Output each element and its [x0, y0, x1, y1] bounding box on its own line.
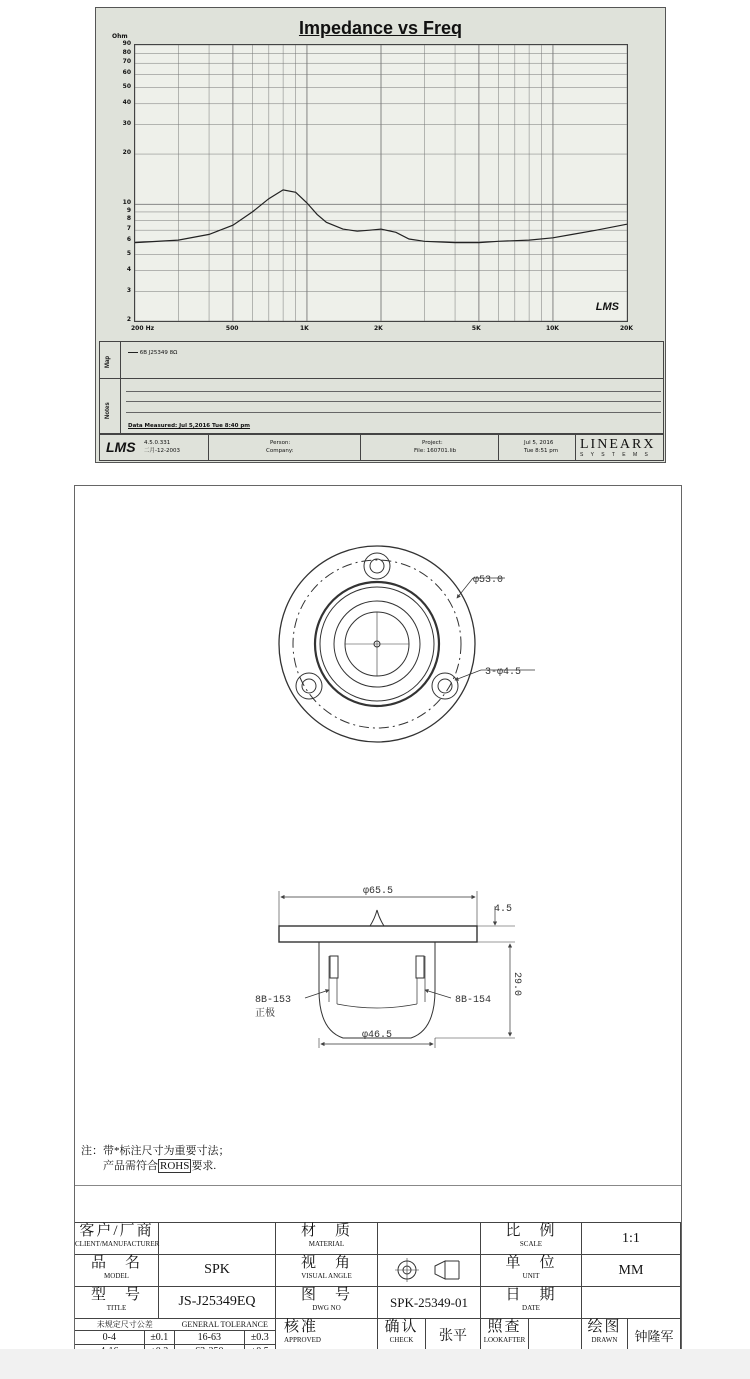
y-tick-label: 7	[126, 225, 131, 233]
projection-symbol	[378, 1255, 481, 1287]
notes-label: Notes	[105, 402, 111, 419]
x-tick-label: 20K	[620, 325, 633, 332]
tolerance-cell: ±0.3	[250, 1332, 269, 1343]
drawn-name: 钟隆军	[628, 1319, 681, 1357]
model-value: SPK	[159, 1255, 276, 1287]
model-label: 品 名 MODEL	[75, 1255, 159, 1287]
x-tick-label: 200 Hz	[131, 325, 155, 332]
unit-value: MM	[582, 1255, 681, 1287]
chart-title: Impedance vs Freq	[298, 18, 463, 38]
brand-logo: LINEARX	[580, 437, 656, 452]
y-tick-label: 70	[122, 58, 131, 66]
client-label: 客户/厂商 CLIENT/MANUFACTURER	[75, 1223, 159, 1255]
scale-value: 1:1	[582, 1223, 681, 1255]
third-angle-projection-icon	[379, 1255, 479, 1285]
material-value	[378, 1223, 481, 1255]
footer-time: Tue 8:51 pm	[524, 448, 559, 454]
y-tick-label: 6	[126, 236, 131, 244]
date-value	[582, 1287, 681, 1319]
check-name: 张平	[426, 1319, 481, 1357]
y-tick-label: 4	[126, 265, 131, 273]
y-tick-label: 9	[126, 206, 131, 214]
dim-d65: φ65.5	[363, 886, 394, 897]
approved-label: 核准 APPROVED	[276, 1319, 378, 1357]
mount-hole-top	[364, 553, 390, 579]
y-tick-label: 10	[122, 199, 131, 207]
drawing-note	[81, 1144, 230, 1174]
scale-label: 比 例 SCALE	[481, 1223, 582, 1255]
y-tick-label: 3	[126, 286, 131, 294]
dim-d53: φ53.0	[473, 575, 504, 586]
y-axis-unit: Ohm	[112, 33, 128, 40]
version: 4.5.0.331	[144, 440, 171, 446]
x-tick-label: 500	[225, 325, 239, 332]
terminal-right: 8B-154	[455, 995, 492, 1006]
plot-area	[134, 44, 628, 322]
note-line-1: 注：带*标注尺寸为重要寸法；	[81, 1145, 230, 1157]
angle-label: 视 角 VISUAL ANGLE	[276, 1255, 378, 1287]
mount-hole-left	[296, 673, 322, 699]
page-bottom-band	[0, 1349, 750, 1379]
person-label: Person:	[270, 440, 291, 446]
tolerance-cell: 0-4	[75, 1331, 145, 1344]
mount-hole-right	[432, 673, 458, 699]
y-tick-label: 20	[122, 149, 131, 157]
client-value	[159, 1223, 276, 1255]
legend-box	[99, 341, 664, 379]
brand-sub: S Y S T E M S	[580, 452, 651, 458]
legend-entry-text: 6B J25349 8Ω	[139, 350, 178, 356]
lookafter-label: 照查 LOOKAFTER	[481, 1319, 529, 1357]
dim-t45: 4.5	[494, 904, 513, 915]
check-label: 确认 CHECK	[378, 1319, 426, 1357]
legend-entry	[128, 350, 177, 357]
x-tick-label: 2K	[374, 325, 383, 332]
dwg-label: 图 号 DWG NO	[276, 1287, 378, 1319]
notes-box	[99, 378, 664, 434]
y-tick-label: 5	[126, 249, 131, 257]
y-tick-label: 30	[122, 119, 131, 127]
project-label: Project:	[422, 440, 443, 446]
dim-holes: 3-φ4.5	[485, 667, 522, 678]
y-tick-label: 80	[122, 48, 131, 56]
date-measured: Data Measured: Jul 5,2016 Tue 8:40 pm	[128, 423, 251, 429]
drawn-label: 绘图 DRAWN	[582, 1319, 628, 1357]
rohs-box: ROHS	[160, 1160, 190, 1172]
tolerance-table: 未规定尺寸公差 GENERAL TOLERANCE 0-4 ±0.1 16-63 ±0.3	[75, 1319, 276, 1357]
y-tick-label: 8	[126, 215, 131, 223]
terminal-left-note: 正极	[255, 1008, 275, 1019]
y-tick-label: 60	[122, 69, 131, 77]
dim-h29: 29.0	[511, 972, 522, 997]
y-tick-label: 2	[126, 316, 131, 323]
terminal-left: 8B-153	[255, 995, 292, 1006]
dwg-value: SPK-25349-01	[378, 1287, 481, 1319]
drawing-sheet	[74, 485, 682, 1357]
title-value: JS-J25349EQ	[159, 1287, 276, 1319]
x-tick-label: 10K	[545, 325, 559, 332]
y-tick-label: 50	[122, 82, 131, 90]
tolerance-row	[75, 1331, 275, 1345]
tolerance-cell: ±0.1	[145, 1331, 175, 1344]
lms-logo: LMS	[106, 439, 136, 455]
x-tick-label: 5K	[471, 325, 481, 332]
lms-watermark: LMS	[595, 301, 619, 313]
dim-d46: φ46.5	[362, 1030, 393, 1041]
tolerance-cell: 16-63	[175, 1331, 245, 1344]
legend-label: Map	[105, 356, 111, 368]
title-block	[75, 1222, 681, 1357]
footer-date: Jul 5, 2016	[524, 440, 554, 446]
x-tick-label: 1K	[299, 325, 309, 332]
version-date: 二月-12-2003	[144, 448, 180, 454]
chart-footer	[99, 434, 664, 461]
file-label: File: 160701.lib	[414, 448, 457, 454]
y-tick-label: 90	[122, 40, 131, 47]
note-line-2: 产品需符合 ROHS 要求.	[103, 1160, 217, 1172]
material-label: 材 质 MATERIAL	[276, 1223, 378, 1255]
impedance-chart-sheet	[95, 7, 666, 463]
date-label: 日 期 DATE	[481, 1287, 582, 1319]
y-tick-label: 40	[122, 98, 131, 106]
side-view	[279, 891, 515, 1048]
impedance-plot	[135, 45, 627, 321]
title-label: 型 号 TITLE	[75, 1287, 159, 1319]
unit-label: 单 位 UNIT	[481, 1255, 582, 1287]
company-label: Company:	[266, 448, 294, 454]
